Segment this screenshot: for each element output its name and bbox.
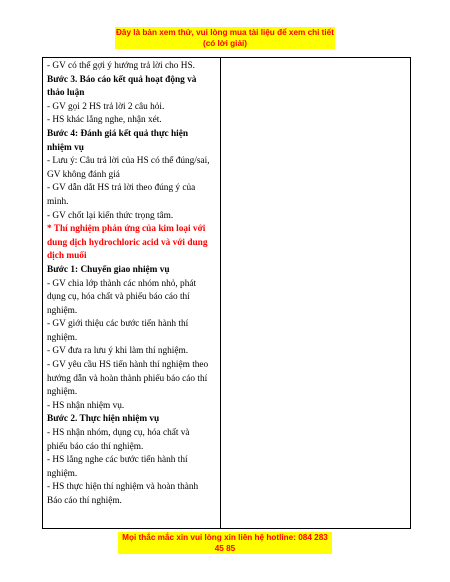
- text-line: - GV có thể gợi ý hướng trả lời cho HS.: [47, 61, 195, 71]
- text-line: - HS khác lắng nghe, nhận xét.: [47, 115, 162, 126]
- text-line: - GV chia lớp thành các nhóm nhỏ, phát: [47, 278, 197, 289]
- text-line: - GV chốt lại kiến thức trọng tâm.: [47, 210, 174, 221]
- text-line: nghiệm.: [47, 332, 78, 343]
- text-line: - HS nhận nhóm, dụng cụ, hóa chất và: [47, 428, 190, 439]
- experiment-heading: * Thí nghiệm phản ứng của kim loại với: [47, 224, 206, 235]
- text-line: phiếu báo cáo thí nghiệm.: [47, 441, 144, 452]
- text-line: - Lưu ý: Câu trả lời của HS có thể đúng/sai,: [47, 156, 210, 167]
- text-line: - HS lắng nghe các bước tiến hành thí: [47, 455, 188, 466]
- text-line: nghiệm.: [47, 468, 78, 479]
- text-line: dụng cụ, hóa chất và phiếu báo cáo thí: [47, 292, 190, 303]
- text-line: - HS nhận nhiệm vụ.: [47, 400, 125, 411]
- text-line: nghiệm.: [47, 387, 78, 398]
- text-line: mình.: [47, 196, 69, 207]
- step-heading: Bước 1: Chuyển giao nhiệm vụ: [47, 264, 170, 275]
- text-line: Báo cáo thí nghiệm.: [47, 496, 122, 506]
- experiment-heading-cont: dịch muối: [47, 251, 87, 262]
- text-line: - GV dẫn dắt HS trả lời theo đúng ý của: [47, 183, 196, 194]
- text-line: hướng dẫn và hoàn thành phiếu báo cáo thí: [47, 373, 208, 384]
- step-heading-cont: nhiệm vụ: [47, 142, 84, 153]
- lesson-table: [42, 57, 411, 529]
- step-heading: Bước 4: Đánh giá kết quả thực hiện: [47, 128, 189, 139]
- preview-notice-banner: Đây là bản xem thử, vui lòng mua tài liệu để xem chi tiết (có lời giải): [116, 28, 334, 48]
- text-line: - GV gọi 2 HS trả lời 2 câu hỏi.: [47, 101, 165, 112]
- experiment-heading-cont: dung dịch hydrochloric acid và với dung: [47, 237, 208, 248]
- text-line: - GV giới thiệu các bước tiến hành thí: [47, 319, 189, 330]
- column-divider: [220, 58, 221, 528]
- text-line: - HS thực hiện thí nghiệm và hoàn thành: [47, 482, 199, 493]
- teacher-student-activity-column: [47, 60, 218, 509]
- step-heading: Bước 3. Báo cáo kết quả hoạt động và: [47, 74, 197, 85]
- step-heading-cont: thảo luận: [47, 88, 85, 99]
- text-line: nghiệm.: [47, 305, 78, 316]
- hotline-banner: Mọi thắc mắc xin vui lòng xin liên hệ hotline: 084 283 45 85: [118, 532, 332, 554]
- text-line: GV không đánh giá: [47, 169, 120, 180]
- text-line: - GV yêu cầu HS tiến hành thí nghiệm theo: [47, 360, 209, 371]
- text-line: - GV đưa ra lưu ý khi làm thí nghiệm.: [47, 346, 189, 357]
- step-heading: Bước 2. Thực hiện nhiệm vụ: [47, 414, 160, 425]
